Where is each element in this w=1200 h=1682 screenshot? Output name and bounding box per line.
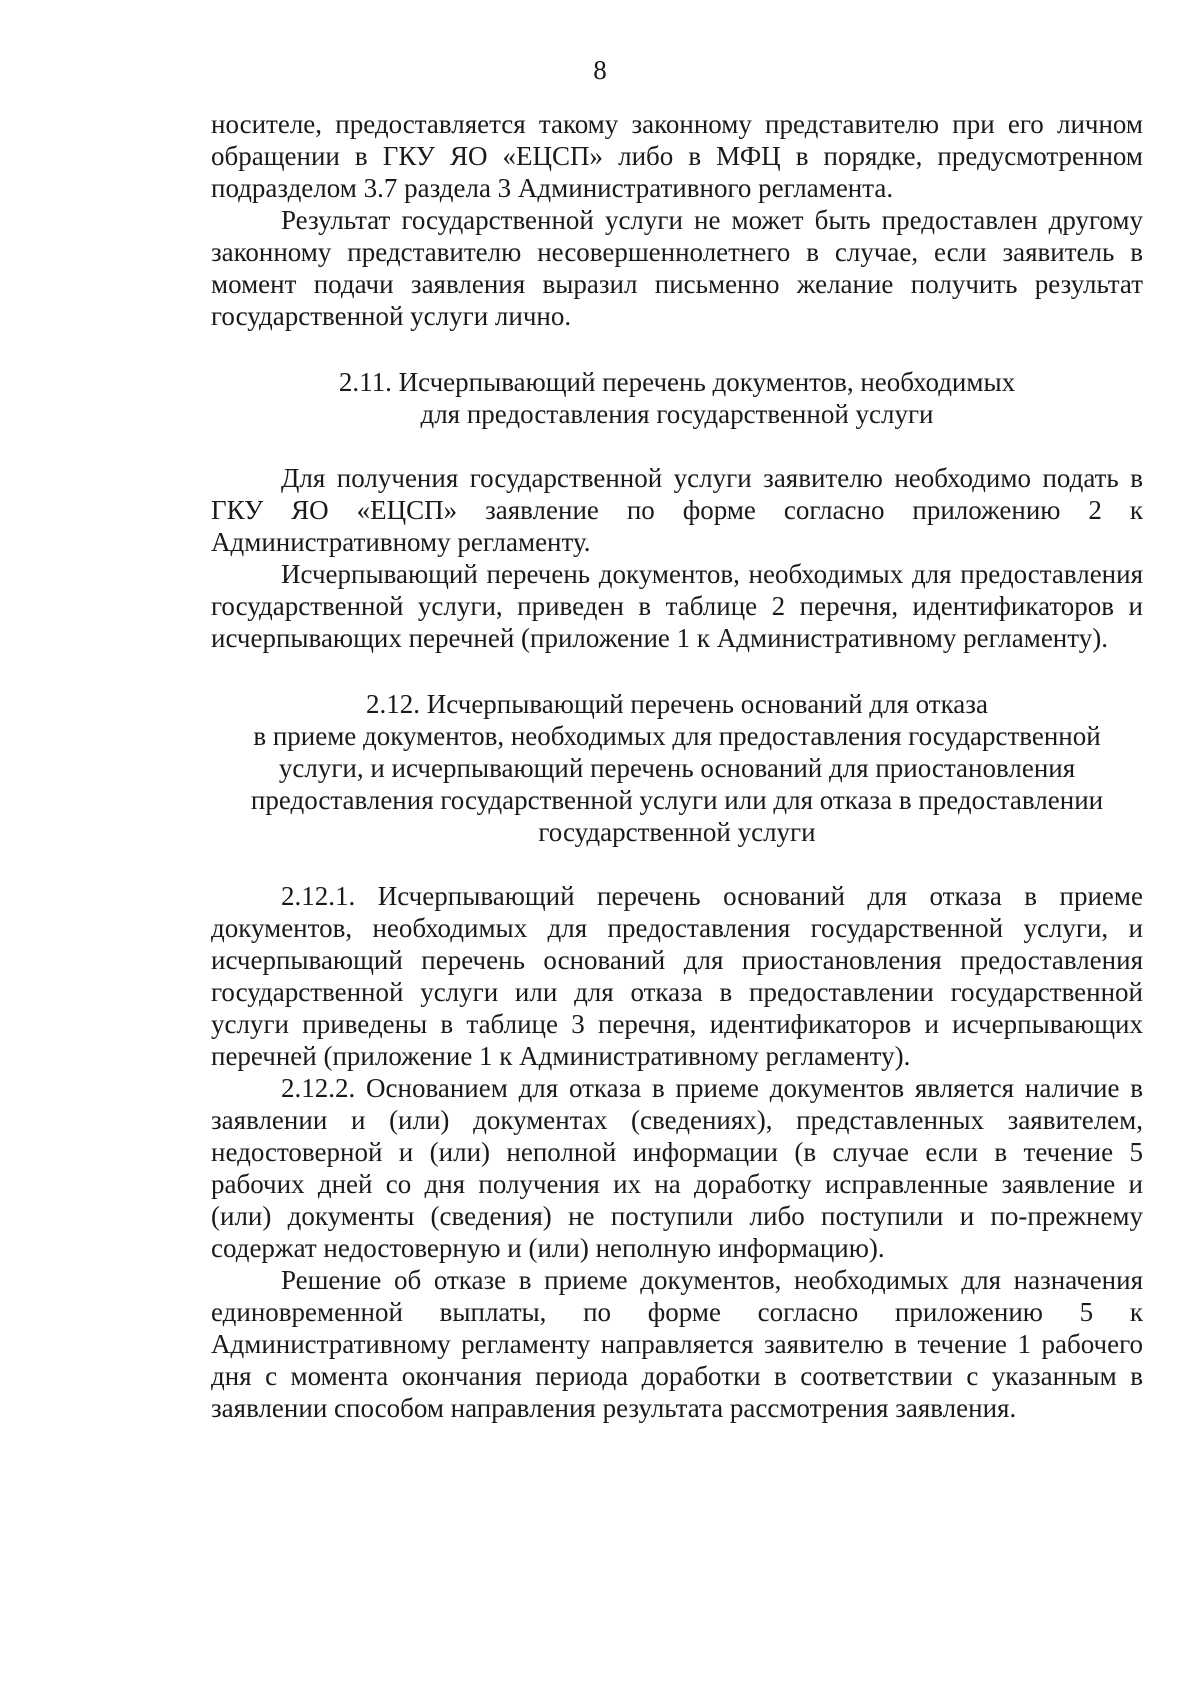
paragraph-2-12-1: 2.12.1. Исчерпывающий перечень оснований для отказа в приеме документов, необходимых для предоставления государственной услуги, и исчерпывающий перечень оснований для приостановления предоставления государственной услуги или для отказа в предоставлении государственной услуги приведены в таблице 3 перечня, идентификаторов и исчерпывающих перечней (приложение 1 к Административному регламенту).	[211, 881, 1143, 1071]
section-heading-2-12-line4: предоставления государственной услуги или для отказа в предоставлении	[250, 785, 1104, 815]
section-heading-2-12	[211, 688, 1143, 848]
document-body	[211, 108, 1143, 1424]
section-heading-2-12-line1: 2.12. Исчерпывающий перечень оснований для отказа	[366, 689, 988, 719]
paragraph-2-11-documents-list: Исчерпывающий перечень документов, необходимых для предоставления государственной услуги, приведен в таблице 2 перечня, идентификаторов и исчерпывающих перечней (приложение 1 к Административному регламенту).	[211, 559, 1143, 653]
paragraph-result-restriction: Результат государственной услуги не может быть предоставлен другому законному представителю несовершеннолетнего в случае, если заявитель в момент подачи заявления выразил письменно желание получить результат государственной услуги лично.	[211, 205, 1143, 331]
section-heading-2-11	[211, 366, 1143, 430]
page-number: 8	[593, 55, 607, 85]
paragraph-2-12-refusal-decision: Решение об отказе в приеме документов, необходимых для назначения единовременной выплаты, по форме согласно приложению 5 к Административному регламенту направляется заявителю в течение 1 рабочего дня с момента окончания периода доработки в соответствии с указанным в заявлении способом направления результата рассмотрения заявления.	[211, 1265, 1143, 1423]
section-heading-2-12-line3: услуги, и исчерпывающий перечень оснований для приостановления	[278, 753, 1076, 783]
section-heading-2-12-line2: в приеме документов, необходимых для предоставления государственной	[253, 721, 1101, 751]
section-heading-2-11-line2: для предоставления государственной услуги	[420, 399, 934, 429]
paragraph-continuation: носителе, предоставляется такому законному представителю при его личном обращении в ГКУ ЯО «ЕЦСП» либо в МФЦ в порядке, предусмотренном подразделом 3.7 раздела 3 Административного регламента.	[211, 109, 1143, 203]
section-heading-2-12-line5: государственной услуги	[538, 817, 816, 847]
paragraph-2-11-application: Для получения государственной услуги заявителю необходимо подать в ГКУ ЯО «ЕЦСП» заявление по форме согласно приложению 2 к Административному регламенту.	[211, 463, 1143, 557]
paragraph-2-12-2: 2.12.2. Основанием для отказа в приеме документов является наличие в заявлении и (или) документах (сведениях), представленных заявителем, недостоверной и (или) неполной информации (в случае если в течение 5 рабочих дней со дня получения их на доработку исправленные заявление и (или) документы (сведения) не поступили либо поступили и по-прежнему содержат недостоверную и (или) неполную информацию).	[211, 1073, 1143, 1263]
section-heading-2-11-line1: 2.11. Исчерпывающий перечень документов, необходимых	[338, 367, 1016, 397]
